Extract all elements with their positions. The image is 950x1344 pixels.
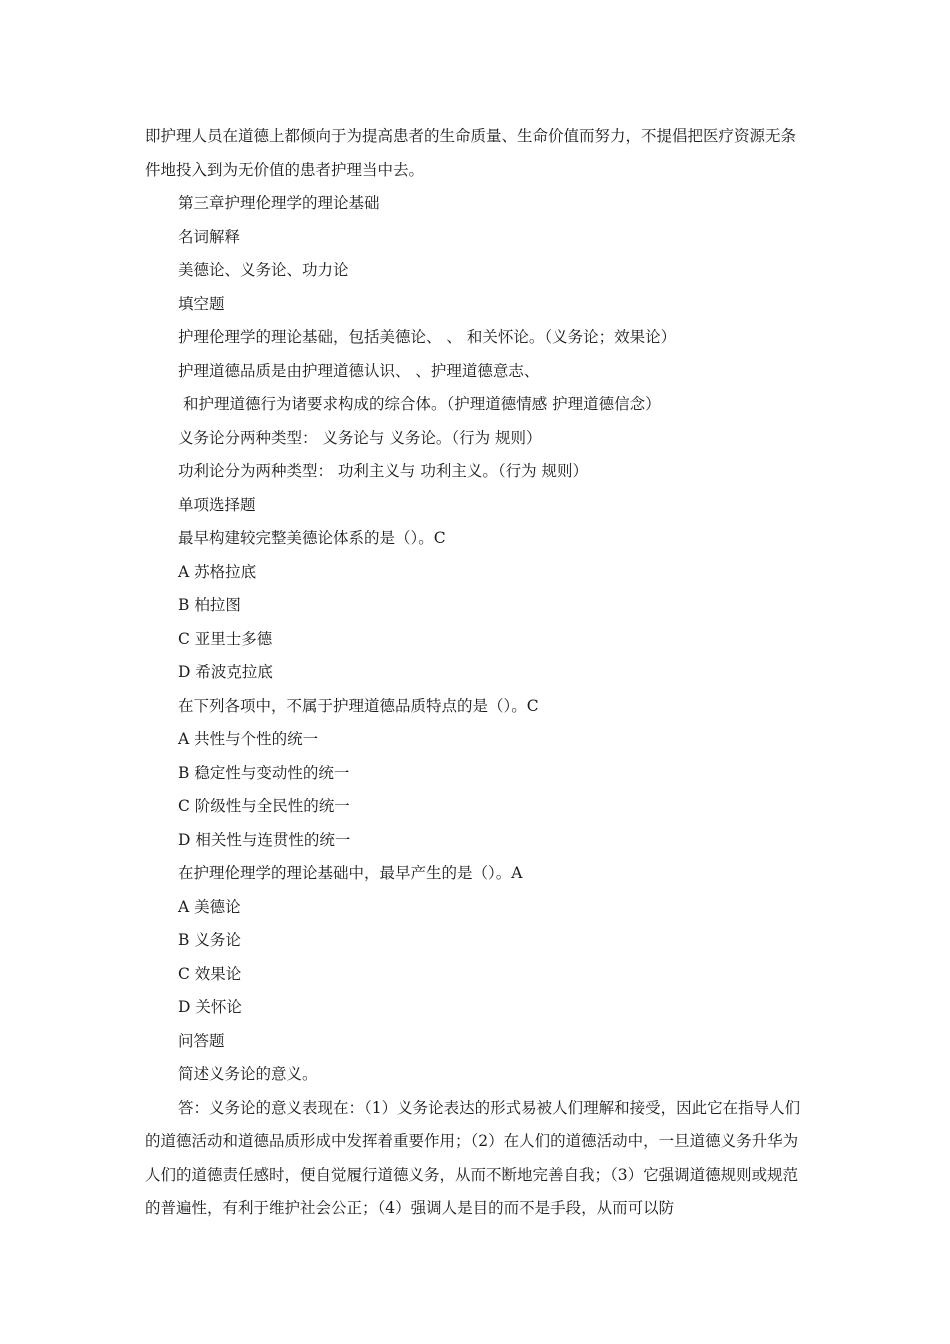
chapter-title: 第三章护理伦理学的理论基础 [178,194,380,212]
fill-blank-question-3: 义务论分两种类型： 义务论与 义务论。（行为 规则） [178,428,542,447]
choice-option: A 美德论 [178,897,241,916]
choice-option: A 苏格拉底 [178,562,257,581]
fill-blank-question-2: 护理道德品质是由护理道德认识、 、护理道德意志、 [178,361,540,380]
choice-option: D 相关性与连贯性的统一 [178,830,351,849]
paragraph-intro: 即护理人员在道德上都倾向于为提高患者的生命质量、生命价值而努力，不提倡把医疗资源无条件地投入到为无价值的患者护理当中去。 [145,127,797,179]
section-heading-single-choice: 单项选择题 [178,495,256,514]
choice-option: D 关怀论 [178,998,242,1016]
terms-list: 美德论、义务论、功力论 [178,261,349,279]
fill-blank-question-2-cont: 和护理道德行为诸要求构成的综合体。（护理道德情感 护理道德信念） [178,395,661,413]
choice-option: B 稳定性与变动性的统一 [178,763,350,782]
choice-option: C 亚里士多德 [178,629,273,648]
choice-question-2: 在下列各项中，不属于护理道德品质特点的是（）。C [178,696,539,715]
choice-option: C 效果论 [178,964,242,983]
choice-question-1: 最早构建较完整美德论体系的是（）。C [178,529,446,547]
qa-question: 简述义务论的意义。 [178,1065,318,1083]
fill-blank-question-4: 功利论分为两种类型： 功利主义与 功利主义。（行为 规则） [178,462,589,480]
choice-option: D 希波克拉底 [178,663,273,681]
document-body [145,120,810,1226]
choice-question-3: 在护理伦理学的理论基础中，最早产生的是（）。A [178,864,523,882]
choice-option: A 共性与个性的统一 [178,730,319,748]
fill-blank-question-1: 护理伦理学的理论基础，包括美德论、 、 和关怀论。（义务论；效果论） [178,328,677,346]
section-heading-qa: 问答题 [178,1031,225,1050]
section-heading-terms: 名词解释 [178,227,241,246]
choice-option: B 柏拉图 [178,596,241,614]
choice-option: B 义务论 [178,931,241,949]
choice-option: C 阶级性与全民性的统一 [178,797,350,815]
qa-answer: 答：义务论的意义表现在：（1）义务论表达的形式易被人们理解和接受，因此它在指导人们的道德活动和道德品质形成中发挥着重要作用；（2）在人们的道德活动中，一旦道德义务升华为人们的道德责任感时，便自觉履行道德义务，从而不断地完善自我；（3）它强调道德规则或规范的普遍性，有利于维护社会公正；（4）强调人是目的而不是手段，从而可以防 [145,1098,801,1217]
section-heading-fill-blank: 填空题 [178,294,225,313]
